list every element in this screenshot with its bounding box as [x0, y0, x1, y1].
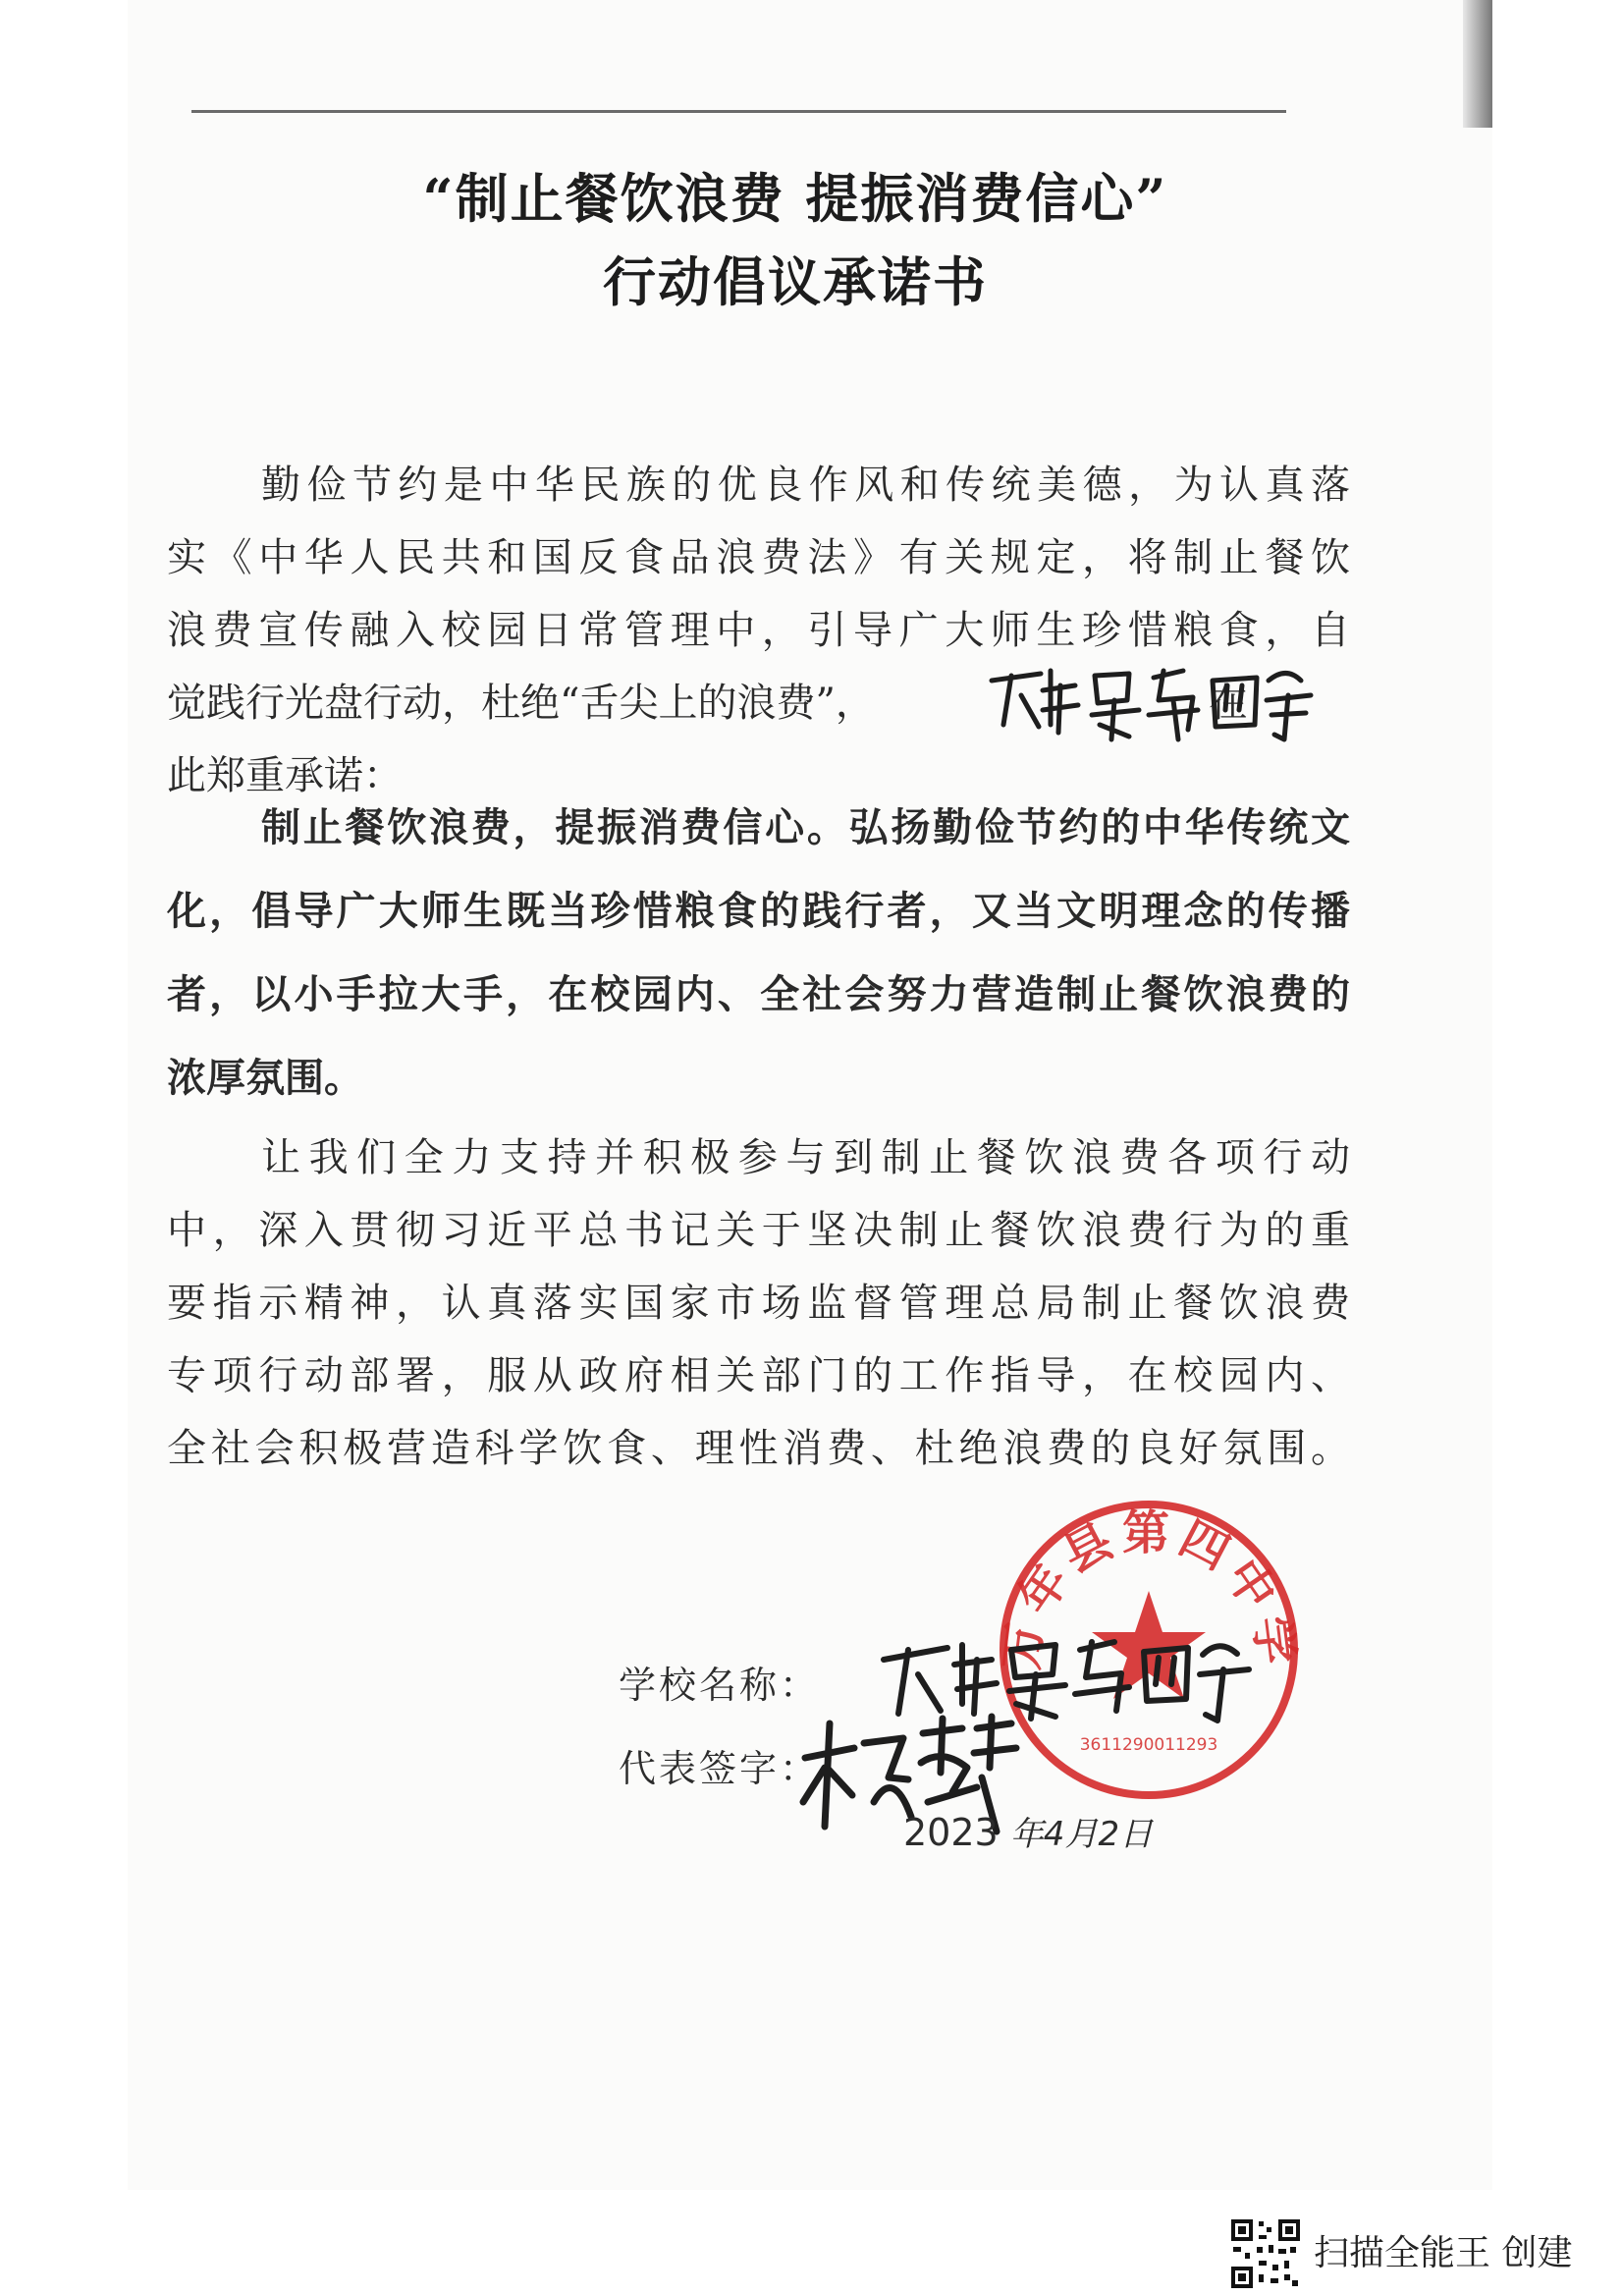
p1-line: 浪费宣传融入校园日常管理中，引导广大师生珍惜粮食，自: [167, 608, 1350, 653]
p3-line: 要指示精神，认真落实国家市场监督管理总局制止餐饮浪费: [167, 1281, 1350, 1326]
paragraph-3: [167, 1121, 1350, 1485]
top-rule: [191, 110, 1286, 113]
p2-line: 者，以小手拉大手，在校园内、全社会努力营造制止餐饮浪费的: [167, 971, 1350, 1017]
date-month-day: 年4月2日: [1009, 1815, 1154, 1854]
handwritten-school-name-inline: [982, 656, 1316, 744]
p3-line: 中，深入贯彻习近平总书记关于坚决制止餐饮浪费行为的重: [167, 1208, 1350, 1253]
p3-line: 专项行动部署，服从政府相关部门的工作指导，在校园内、: [167, 1353, 1350, 1398]
p1-line: 此郑重承诺：: [167, 753, 403, 798]
p2-line: 化，倡导广大师生既当珍惜粮食的践行者，又当文明理念的传播: [167, 888, 1350, 934]
p2-line: 浓厚氛围。: [167, 1055, 363, 1101]
p2-line: 制止餐饮浪费，提振消费信心。弘扬勤俭节约的中华传统文: [261, 804, 1350, 850]
date-year: 2023: [903, 1811, 999, 1854]
p3-line: 让我们全力支持并积极参与到制止餐饮浪费各项行动: [261, 1135, 1350, 1180]
school-name-label: 学校名称：: [619, 1664, 821, 1707]
signing-date: [903, 1807, 1153, 1855]
title-line-2: 行动倡议承诺书: [603, 250, 988, 313]
p1-line-tail: 在: [1208, 681, 1248, 726]
paper-shadow-edge: [1463, 0, 1492, 128]
seal-number: 3611290011293: [1079, 1735, 1218, 1755]
scanner-watermark: 扫描全能王 创建: [1314, 2233, 1573, 2273]
p1-line: 勤俭节约是中华民族的优良作风和传统美德，为认真落: [261, 463, 1350, 508]
seal-text: 万年县第四中学: [993, 1504, 1305, 1673]
p3-line: 全社会积极营造科学饮食、理性消费、杜绝浪费的良好氛围。: [167, 1426, 1350, 1471]
p1-line: 实《中华人民共和国反食品浪费法》有关规定，将制止餐饮: [167, 535, 1350, 580]
paragraph-2: [167, 786, 1350, 1120]
p1-line-text: 觉践行光盘行动，杜绝“舌尖上的浪费”，: [167, 681, 875, 726]
title-line-1: “制止餐饮浪费 提振消费信心”: [422, 167, 1168, 230]
qr-code-icon: [1229, 2217, 1302, 2290]
paragraph-1: [167, 449, 1350, 812]
representative-label: 代表签字：: [619, 1747, 821, 1790]
